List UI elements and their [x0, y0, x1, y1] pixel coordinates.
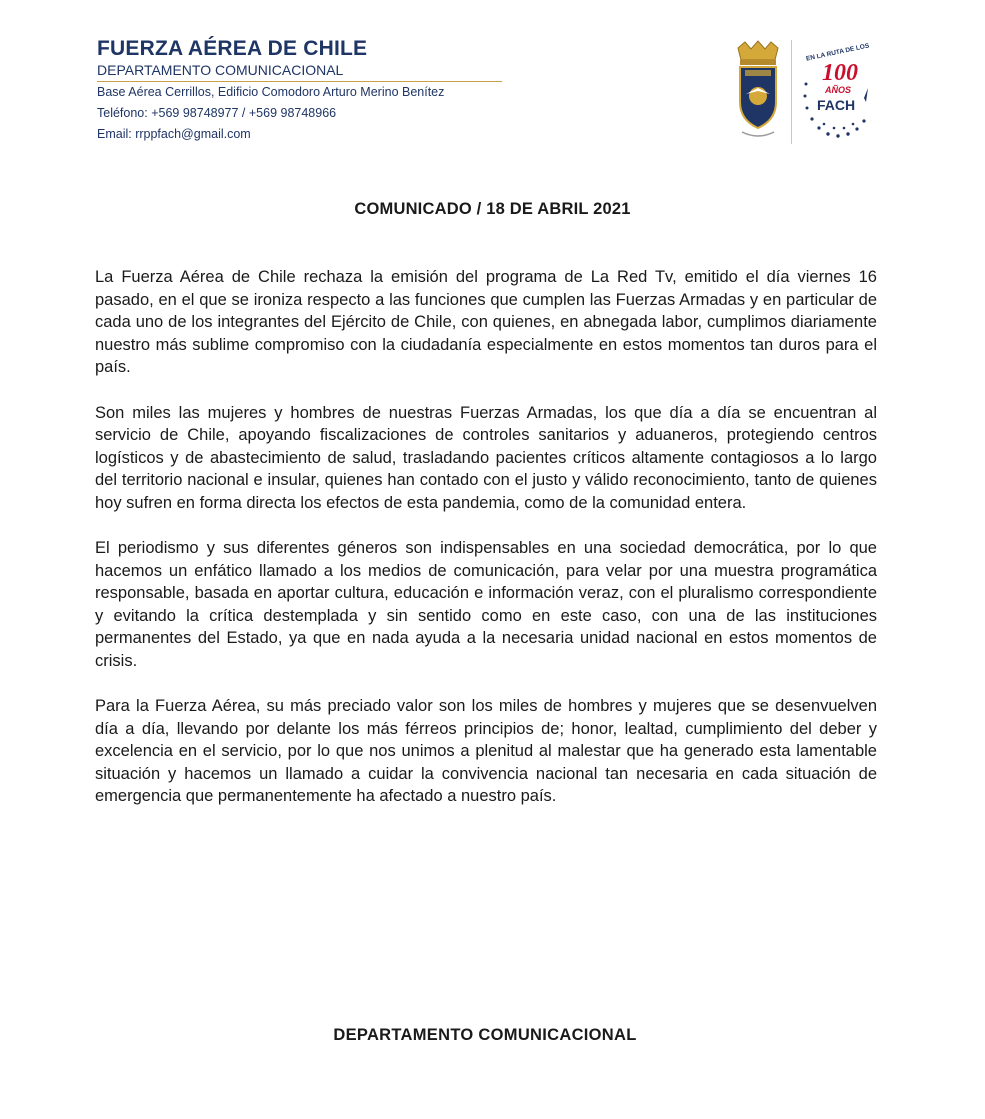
paragraph: Para la Fuerza Aérea, su más preciado valor son los miles de hombres y mujeres que se desenvuelven día a día, llevando por delante los más férreos principios de; honor, lealtad, cumplimiento del deber y excelencia en el servicio, por lo que nos unimos a plenitud al malestar que ha generado esta lamentable situación y hacemos un llamado a cuidar la convivencia nacional tan necesaria en cada situación de emergencia que permanentemente ha afectado a nuestro país.: [95, 697, 877, 805]
paragraph: El periodismo y sus diferentes géneros son indispensables en una sociedad democrática, por lo que hacemos un enfático llamado a los medios de comunicación, para velar por una muestra programática responsable, basada en aportar cultura, educación e información veraz, con el pluralismo correspondiente y evitando la crítica destemplada y sin sentido como en este caso, con una de las instituciones permanentes del Estado, ya que en nada ayuda a la necesaria unidad nacional en estos momentos de crisis.: [95, 539, 877, 670]
document-body: [95, 266, 877, 831]
logo-block: [730, 40, 880, 148]
phone-line: Teléfono: +569 98748977 / +569 98748966: [97, 106, 337, 120]
paragraph: La Fuerza Aérea de Chile rechaza la emisión del programa de La Red Tv, emitido el día viernes 16 pasado, en el que se ironiza respecto a las funciones que cumplen las Fuerzas Armadas y en particular de cada uno de los integrantes del Ejército de Chile, con quienes, en abnegada labor, cumplimos diariamente nuestro más sublime compromiso con la ciudadanía especialmente en estos momentos tan duros para el país.: [95, 268, 877, 376]
centennial-abbr: FACH: [816, 97, 856, 113]
department-name: DEPARTAMENTO COMUNICACIONAL: [97, 62, 502, 82]
email-line: Email: rrppfach@gmail.com: [97, 127, 251, 141]
paragraph: Son miles las mujeres y hombres de nuestras Fuerzas Armadas, los que día a día se encuentran al servicio de Chile, apoyando fiscalizaciones de controles sanitarios y aduaneros, protegiendo centros logísticos y de abastecimiento de salud, trasladando pacientes críticos altamente contagiosos a lo largo del territorio nacional e insular, quienes han contado con el justo y válido reconocimiento, tanto de quienes hoy sufren en forma directa los efectos de esta pandemia, como de la comunidad entera.: [95, 403, 877, 512]
centennial-logo: [798, 40, 878, 144]
org-name: FUERZA AÉREA DE CHILE: [97, 37, 368, 60]
document-title: COMUNICADO / 18 DE ABRIL 2021: [354, 200, 631, 218]
centennial-years: AÑOS: [824, 85, 852, 95]
logo-divider: [791, 40, 792, 144]
centennial-number: 100: [822, 60, 858, 86]
centennial-top-text: EN LA RUTA DE LOS: [805, 42, 870, 63]
letterhead: [97, 36, 517, 145]
signature: DEPARTAMENTO COMUNICACIONAL: [333, 1026, 637, 1044]
fach-crest-logo: [732, 40, 784, 144]
address-line: Base Aérea Cerrillos, Edificio Comodoro Arturo Merino Benítez: [97, 85, 445, 99]
